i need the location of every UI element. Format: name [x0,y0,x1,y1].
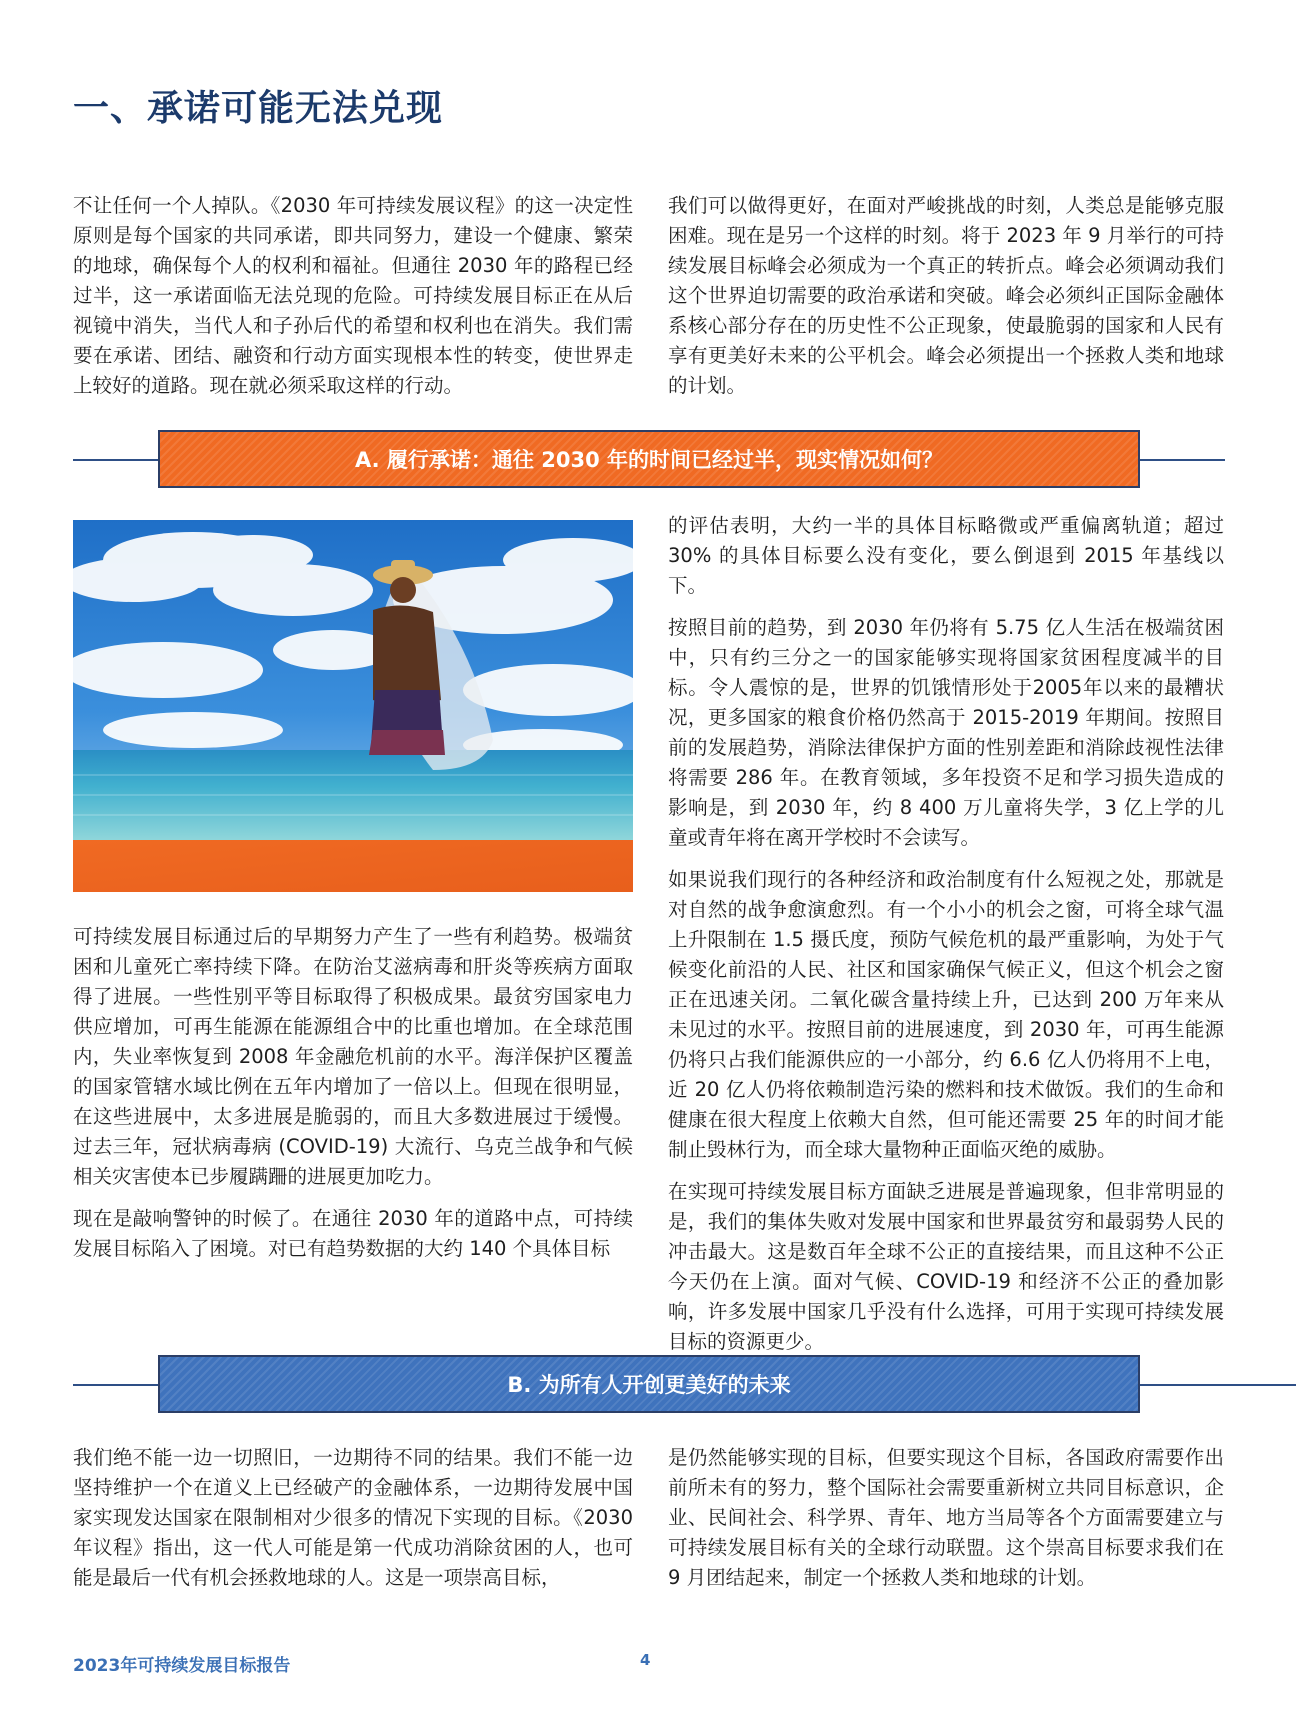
section-b-header [0,1355,1296,1415]
section-b-right-column [668,1443,1224,1593]
section-a-left-paragraph-2: 现在是敲响警钟的时候了。在通往 2030 年的道路中点，可持续发展目标陷入了困境。对已有趋势数据的大约 140 个具体目标 [73,1207,633,1260]
section-b-left-paragraph: 我们绝不能一边一切照旧，一边期待不同的结果。我们不能一边坚持维护一个在道义上已经破产的金融体系，一边期待发展中国家实现发达国家在限制相对少很多的情况下实现的目标。《2030 年议程》指出，这一代人可能是第一代成功消除贫困的人，也可能是最后一代有机会拯救地球的人。这是一项崇高目标， [73,1446,633,1589]
section-a-left-paragraph-1: 可持续发展目标通过后的早期努力产生了一些有利趋势。极端贫困和儿童死亡率持续下降。在防治艾滋病毒和肝炎等疾病方面取得了进展。一些性别平等目标取得了积极成果。最贫穷国家电力供应增加，可再生能源在能源组合中的比重也增加。在全球范围内，失业率恢复到 2008 年金融危机前的水平。海洋保护区覆盖的国家管辖水域比例在五年内增加了一倍以上。但现在很明显，在这些进展中，太多进展是脆弱的，而且大多数进展过于缓慢。过去三年，冠状病毒病 (COVID-19) 大流行、乌克兰战争和气候相关灾害使本已步履蹒跚的进展更加吃力。 [73,925,633,1188]
intro-left-paragraph: 不让任何一个人掉队。《2030 年可持续发展议程》的这一决定性原则是每个国家的共同承诺，即共同努力，建设一个健康、繁荣的地球，确保每个人的权利和福祉。但通往 2030 年的路程已经过半，这一承诺面临无法兑现的危险。可持续发展目标正在从后视镜中消失，当代人和子孙后代的希望和权利也在消失。我们需要在承诺、团结、融资和行动方面实现根本性的转变，使世界走上较好的道路。现在就必须采取这样的行动。 [73,194,633,397]
page-title: 一、承诺可能无法兑现 [73,88,444,129]
section-a-right-paragraph-2: 按照目前的趋势，到 2030 年仍将有 5.75 亿人生活在极端贫困中，只有约三分之一的国家能够实现将国家贫困程度减半的目标。令人震惊的是，世界的饥饿情形处于2005年以来的最糟状况，更多国家的粮食价格仍然高于 2015-2019 年期间。按照目前的发展趋势，消除法律保护方面的性别差距和消除歧视性法律将需要 286 年。在教育领域，多年投资不足和学习损失造成的影响是，到 2030 年，约 8 400 万儿童将失学，3 亿上学的儿童或青年将在离开学校时不会读写。 [668,616,1224,849]
section-a-right-paragraph-1: 的评估表明，大约一半的具体目标略微或严重偏离轨道；超过 30% 的具体目标要么没有变化，要么倒退到 2015 年基线以下。 [668,514,1224,597]
section-a-right-paragraph-3: 如果说我们现行的各种经济和政治制度有什么短视之处，那就是对自然的战争愈演愈烈。有一个小小的机会之窗，可将全球气温上升限制在 1.5 摄氏度，预防气候危机的最严重影响，为处于气候变化前沿的人民、社区和国家确保气候正义，但这个机会之窗正在迅速关闭。二氧化碳含量持续上升，已达到 200 万年来从未见过的水平。按照目前的进展速度，到 2030 年，可再生能源仍将只占我们能源供应的一小部分，约 6.6 亿人仍将用不上电，近 20 亿人仍将依赖制造污染的燃料和技术做饭。我们的生命和健康在很大程度上依赖大自然，但可能还需要 25 年的时间才能制止毁林行为，而全球大量物种正面临灭绝的威胁。 [668,868,1224,1161]
section-b-heading: B. 为所有人开创更美好的未来 [158,1355,1140,1413]
section-a-rule-right [1135,459,1225,461]
section-a-left-column [73,922,633,1264]
section-a-header [0,430,1296,490]
footer-page-number: 4 [640,1651,651,1669]
intro-right-paragraph: 我们可以做得更好，在面对严峻挑战的时刻，人类总是能够克服困难。现在是另一个这样的时刻。将于 2023 年 9 月举行的可持续发展目标峰会必须成为一个真正的转折点。峰会必须调动我们这个世界迫切需要的政治承诺和突破。峰会必须纠正国际金融体系核心部分存在的历史性不公正现象，使最脆弱的国家和人民有享有更美好未来的公平机会。峰会必须提出一个拯救人类和地球的计划。 [668,194,1224,397]
section-b-rule-left [73,1384,163,1386]
section-a-rule-left [73,459,163,461]
section-b-rule-right [1135,1384,1296,1386]
section-a-right-paragraph-4: 在实现可持续发展目标方面缺乏进展是普遍现象，但非常明显的是，我们的集体失败对发展中国家和世界最贫穷和最弱势人民的冲击最大。这是数百年全球不公正的直接结果，而且这种不公正今天仍在上演。面对气候、COVID-19 和经济不公正的叠加影响，许多发展中国家几乎没有什么选择，可用于实现可持续发展目标的资源更少。 [668,1180,1224,1353]
intro-left-column [73,191,633,401]
intro-right-column [668,191,1224,401]
section-b-right-paragraph: 是仍然能够实现的目标，但要实现这个目标，各国政府需要作出前所未有的努力，整个国际社会需要重新树立共同目标意识，企业、民间社会、科学界、青年、地方当局等各个方面需要建立与可持续发展目标有关的全球行动联盟。这个崇高目标要求我们在 9 月团结起来，制定一个拯救人类和地球的计划。 [668,1446,1224,1589]
footer-report-title: 2023年可持续发展目标报告 [73,1656,291,1676]
fisherman-photo [73,520,633,892]
section-a-heading: A. 履行承诺：通往 2030 年的时间已经过半，现实情况如何？ [158,430,1140,488]
section-a-right-column [668,511,1224,1357]
section-b-left-column [73,1443,633,1593]
